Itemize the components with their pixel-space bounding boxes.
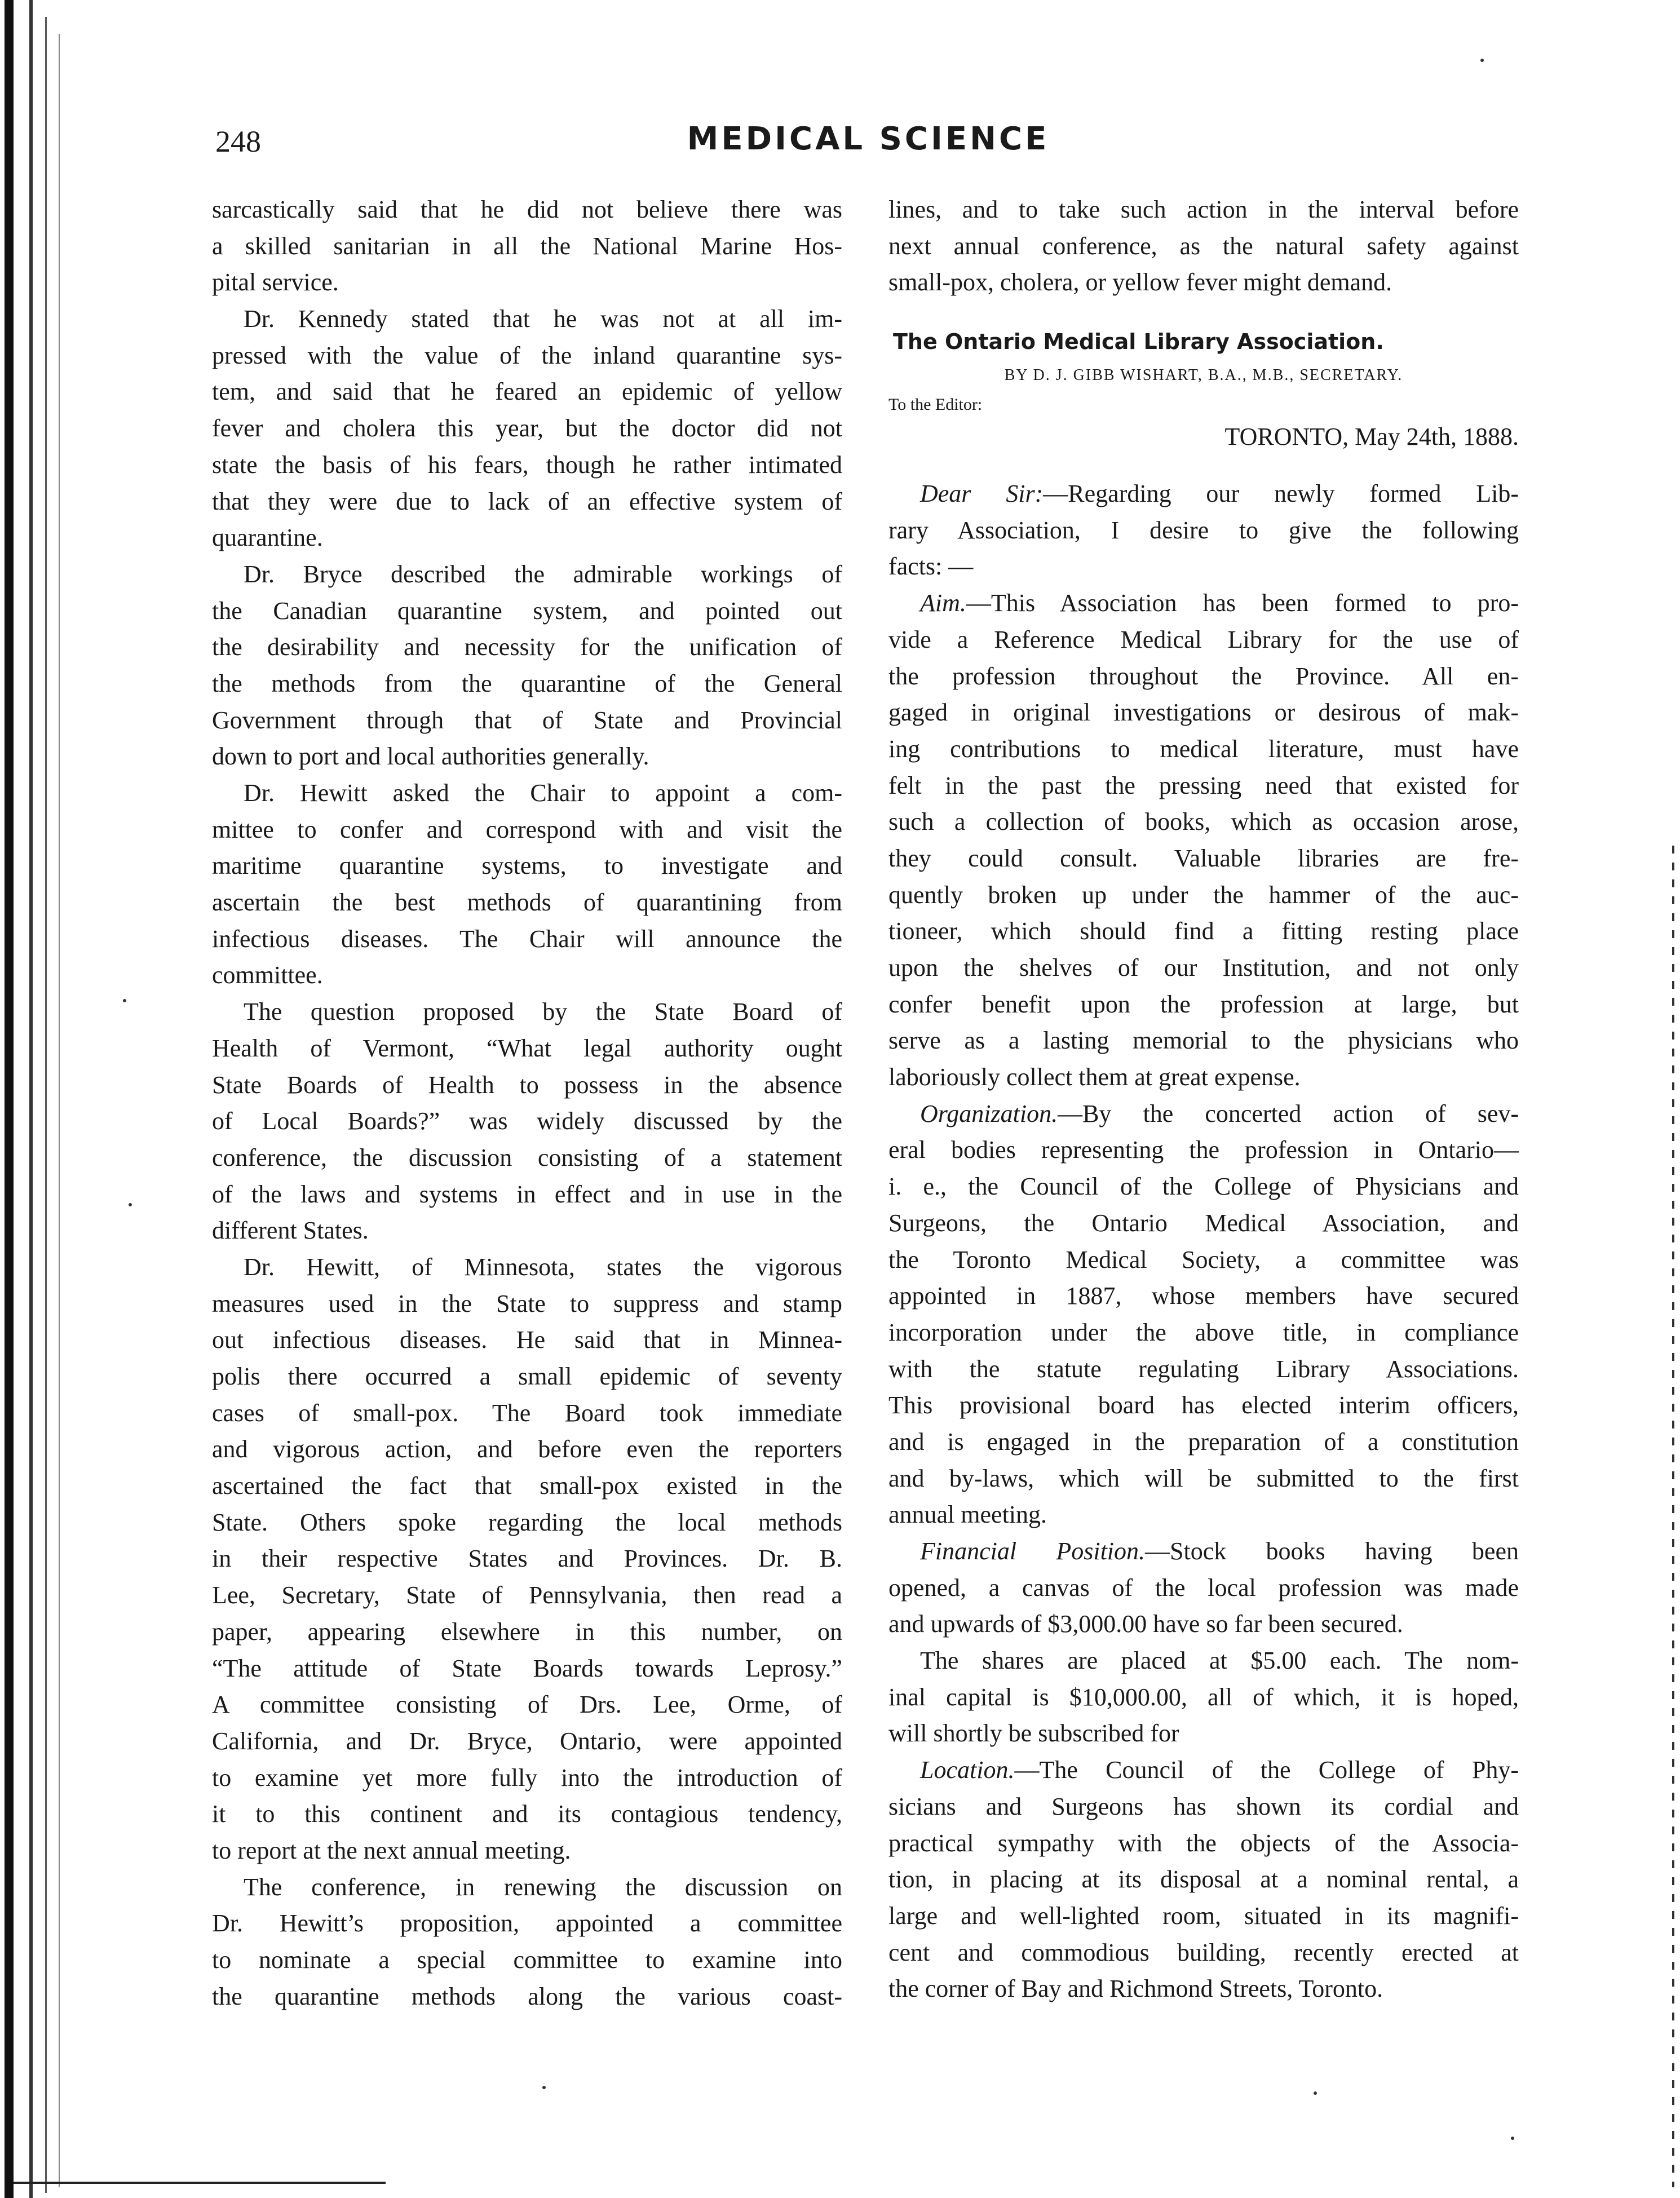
text-line (888, 585, 1519, 622)
text-run: —Regarding our newly formed Lib- (1043, 480, 1519, 508)
scan-speck (1314, 2091, 1317, 2095)
text-line (888, 1752, 1519, 1789)
text-line: California, and Dr. Bryce, Ontario, were appointed (212, 1727, 842, 1755)
text-line: practical sympathy with the objects of the Associa- (888, 1829, 1519, 1857)
text-line: the desirability and necessity for the unification of (212, 633, 842, 661)
scan-speck (123, 999, 126, 1002)
text-line: out infectious diseases. He said that in Minnea- (212, 1326, 842, 1354)
text-line: ascertain the best methods of quarantining from (212, 888, 842, 917)
text-line: serve as a lasting memorial to the physicians who (888, 1027, 1519, 1055)
text-line: Dr. Hewitt, of Minnesota, states the vigorous (244, 1253, 842, 1281)
text-line: ascertained the fact that small-pox existed in the (212, 1472, 842, 1500)
text-line: incorporation under the above title, in compliance (888, 1318, 1519, 1346)
run-in-heading-organization: Organization. (920, 1099, 1058, 1127)
text-line: felt in the past the pressing need that existed for (888, 771, 1519, 799)
text-line: and vigorous action, and before even the reporters (212, 1435, 842, 1463)
text-line: annual meeting. (888, 1501, 1047, 1529)
text-line: different States. (212, 1217, 369, 1245)
text-line: lines, and to take such action in the interval before (888, 196, 1519, 223)
text-line: quently broken up under the hammer of the auc- (888, 881, 1519, 909)
text-line: Dr. Hewitt’s proposition, appointed a committee (212, 1909, 842, 1938)
text-line: The conference, in renewing the discussion on (244, 1873, 842, 1901)
salutation-dear-sir: Dear Sir: (920, 480, 1044, 508)
salutation-to-editor: To the Editor: (888, 395, 983, 414)
text-line: State. Others spoke regarding the local methods (212, 1508, 842, 1536)
text-line: the profession throughout the Province. All en- (888, 662, 1519, 690)
text-line: inal capital is $10,000.00, all of which, it is hoped, (888, 1683, 1519, 1711)
text-line: that they were due to lack of an effective system of (212, 487, 842, 515)
text-line: large and well-lighted room, situated in its magnifi- (888, 1901, 1519, 1930)
text-line (888, 1096, 1519, 1133)
page-number: 248 (215, 125, 261, 158)
text-line: of the laws and systems in effect and in use in the (212, 1180, 842, 1208)
text-line: the Canadian quarantine system, and pointed out (212, 596, 842, 625)
text-line: Health of Vermont, “What legal authority ought (212, 1034, 842, 1062)
text-line: Lee, Secretary, State of Pennsylvania, then read a (212, 1581, 842, 1609)
text-line: eral bodies representing the profession in Ontario— (888, 1136, 1519, 1164)
text-line: a skilled sanitarian in all the National Marine Hos- (212, 232, 842, 260)
text-line: to examine yet more fully into the introduction of (212, 1763, 842, 1792)
run-in-heading-financial-position: Financial Position. (920, 1537, 1146, 1565)
text-line: of Local Boards?” was widely discussed by the (212, 1107, 842, 1135)
text-line: in their respective States and Provinces. Dr. B. (212, 1545, 842, 1573)
text-line: next annual conference, as the natural safety against (888, 232, 1519, 260)
binding-edge-shadow (5, 0, 14, 2198)
text-line: i. e., the Council of the College of Physicians and (888, 1173, 1519, 1201)
scan-right-edge (1672, 846, 1674, 2187)
running-title: MEDICAL SCIENCE (687, 121, 1050, 157)
text-line: A committee consisting of Drs. Lee, Orme, of (212, 1691, 842, 1719)
text-line: pressed with the value of the inland quarantine sys- (212, 341, 842, 369)
left-column (212, 192, 842, 2015)
text-line: polis there occurred a small epidemic of seventy (212, 1363, 842, 1390)
text-line: such a collection of books, which as occasion arose, (888, 808, 1519, 836)
text-line: upon the shelves of our Institution, and not only (888, 954, 1519, 981)
text-line: Dr. Kennedy stated that he was not at all im- (244, 305, 842, 333)
text-line: ing contributions to medical literature, must have (888, 735, 1519, 763)
text-line: measures used in the State to suppress and stamp (212, 1289, 842, 1317)
text-line: laboriously collect them at great expense. (888, 1063, 1301, 1091)
text-line: The question proposed by the State Board of (244, 998, 842, 1026)
text-run: —Stock books having been (1145, 1537, 1519, 1565)
text-line: down to port and local authorities generally. (212, 742, 649, 771)
text-line: mittee to confer and correspond with and visit the (212, 815, 842, 843)
text-line: State Boards of Health to possess in the absence (212, 1071, 842, 1099)
text-line: “The attitude of State Boards towards Leprosy.” (212, 1654, 842, 1682)
text-line: Dr. Bryce described the admirable workings of (244, 560, 842, 588)
text-line: to nominate a special committee to examine into (212, 1946, 842, 1974)
letter-dateline: TORONTO, May 24th, 1888. (1224, 423, 1519, 451)
text-line: tioneer, which should find a fitting resting place (888, 917, 1519, 945)
text-line: maritime quarantine systems, to investigate and (212, 852, 842, 880)
text-line: pital service. (212, 268, 339, 297)
text-line: will shortly be subscribed for (888, 1719, 1179, 1748)
text-line: with the statute regulating Library Associations. (888, 1355, 1519, 1383)
text-line: facts: — (888, 552, 974, 581)
text-line: it to this continent and its contagious tendency, (212, 1800, 842, 1828)
scan-speck (542, 2086, 546, 2089)
text-line: paper, appearing elsewhere in this number, on (212, 1617, 842, 1646)
text-line: conference, the discussion consisting of a statement (212, 1143, 842, 1171)
text-line: the quarantine methods along the various coast- (212, 1982, 842, 2010)
text-run: —By the concerted action of sev- (1058, 1099, 1519, 1127)
text-line: vide a Reference Medical Library for the use of (888, 625, 1519, 653)
scan-speck (1511, 2137, 1514, 2140)
text-line: confer benefit upon the profession at large, but (888, 990, 1519, 1018)
text-line: infectious diseases. The Chair will announce the (212, 925, 842, 953)
text-line: Government through that of State and Provincial (212, 706, 842, 734)
text-line: and is engaged in the preparation of a constitution (888, 1427, 1519, 1456)
text-line: sarcastically said that he did not believe there was (212, 196, 842, 223)
text-line: and by-laws, which will be submitted to the first (888, 1464, 1519, 1492)
text-line (888, 1533, 1519, 1570)
binding-edge-line (59, 34, 60, 2187)
text-line: Dr. Hewitt asked the Chair to appoint a com- (244, 779, 842, 807)
scan-speck (1480, 59, 1484, 62)
text-line: This provisional board has elected interim officers, (888, 1391, 1519, 1419)
text-line: Surgeons, the Ontario Medical Association, and (888, 1209, 1519, 1237)
article-byline: BY D. J. GIBB WISHART, B.A., M.B., SECRETARY. (1004, 366, 1403, 384)
text-line: and upwards of $3,000.00 have so far been secured. (888, 1610, 1403, 1638)
text-line: tion, in placing at its disposal at a nominal rental, a (888, 1865, 1519, 1894)
text-line: they could consult. Valuable libraries are fre- (888, 844, 1519, 872)
text-line: gaged in original investigations or desirous of mak- (888, 698, 1519, 727)
text-line (888, 476, 1519, 512)
run-in-heading-aim: Aim. (920, 589, 966, 617)
text-line: rary Association, I desire to give the following (888, 516, 1519, 544)
text-line: tem, and said that he feared an epidemic of yellow (212, 378, 842, 406)
text-line: the methods from the quarantine of the General (212, 669, 842, 697)
text-line: the Toronto Medical Society, a committee was (888, 1245, 1519, 1273)
text-line: state the basis of his fears, though he rather intimated (212, 450, 842, 479)
text-line: to report at the next annual meeting. (212, 1836, 571, 1864)
text-line: small-pox, cholera, or yellow fever might demand. (888, 268, 1392, 297)
text-line: the corner of Bay and Richmond Streets, Toronto. (888, 1975, 1383, 2003)
text-line: sicians and Surgeons has shown its cordial and (888, 1792, 1519, 1820)
run-in-heading-location: Location. (920, 1756, 1015, 1784)
text-run: —The Council of the College of Phy- (1014, 1756, 1519, 1784)
text-line: opened, a canvas of the local profession was made (888, 1573, 1519, 1602)
scan-speck (129, 1203, 132, 1206)
text-line: cent and commodious building, recently erected at (888, 1938, 1519, 1966)
right-column (888, 192, 1519, 2007)
text-run: —This Association has been formed to pro- (966, 589, 1519, 617)
binding-edge-line (45, 17, 47, 2193)
text-line: quarantine. (212, 524, 323, 552)
text-line: The shares are placed at $5.00 each. The nom- (920, 1647, 1519, 1675)
text-line: committee. (212, 961, 323, 989)
scan-bottom-rule (14, 2182, 386, 2184)
text-line: fever and cholera this year, but the doctor did not (212, 414, 842, 443)
text-line: cases of small-pox. The Board took immediate (212, 1399, 842, 1427)
binding-edge-line (29, 0, 33, 2198)
article-title: The Ontario Medical Library Association. (893, 329, 1384, 355)
text-line: appointed in 1887, whose members have secured (888, 1282, 1519, 1310)
